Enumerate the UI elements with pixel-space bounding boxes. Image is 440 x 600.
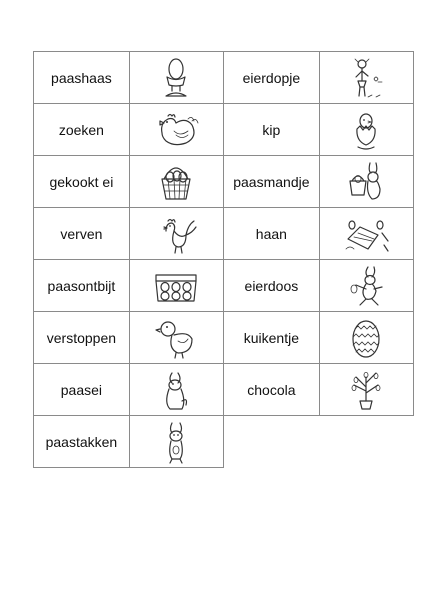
egg-carton-icon	[129, 260, 223, 312]
running-bunny-icon	[319, 260, 413, 312]
domino-word: paasontbijt	[34, 260, 130, 312]
decorated-egg-icon	[319, 312, 413, 364]
table-row	[34, 312, 414, 364]
domino-word: verven	[34, 208, 130, 260]
table-row	[34, 156, 414, 208]
egg-cup-icon	[129, 52, 223, 104]
domino-worksheet	[33, 51, 414, 465]
chick-icon	[129, 312, 223, 364]
rooster-icon	[129, 208, 223, 260]
domino-word: eierdopje	[223, 52, 319, 104]
domino-word: chocola	[223, 364, 319, 416]
chocolate-bunny-icon	[129, 364, 223, 416]
domino-word: eierdoos	[223, 260, 319, 312]
domino-word: paasei	[34, 364, 130, 416]
domino-table	[33, 51, 414, 468]
table-row	[34, 52, 414, 104]
domino-word: haan	[223, 208, 319, 260]
table-row	[34, 208, 414, 260]
table-row	[34, 416, 414, 468]
domino-word: verstoppen	[34, 312, 130, 364]
domino-word: paasmandje	[223, 156, 319, 208]
painting-eggs-icon	[319, 208, 413, 260]
girl-searching-icon	[319, 52, 413, 104]
empty-cell	[319, 416, 413, 468]
domino-word: gekookt ei	[34, 156, 130, 208]
domino-word: paashaas	[34, 52, 130, 104]
easter-tree-icon	[319, 364, 413, 416]
hen-icon	[129, 104, 223, 156]
domino-word: paastakken	[34, 416, 130, 468]
bunny-icon	[129, 416, 223, 468]
domino-word: zoeken	[34, 104, 130, 156]
chick-in-eggshell-icon	[319, 104, 413, 156]
table-row	[34, 104, 414, 156]
table-row	[34, 364, 414, 416]
empty-cell	[223, 416, 319, 468]
bunny-with-basket-icon	[319, 156, 413, 208]
domino-word: kuikentje	[223, 312, 319, 364]
egg-basket-icon	[129, 156, 223, 208]
domino-word: kip	[223, 104, 319, 156]
table-row	[34, 260, 414, 312]
